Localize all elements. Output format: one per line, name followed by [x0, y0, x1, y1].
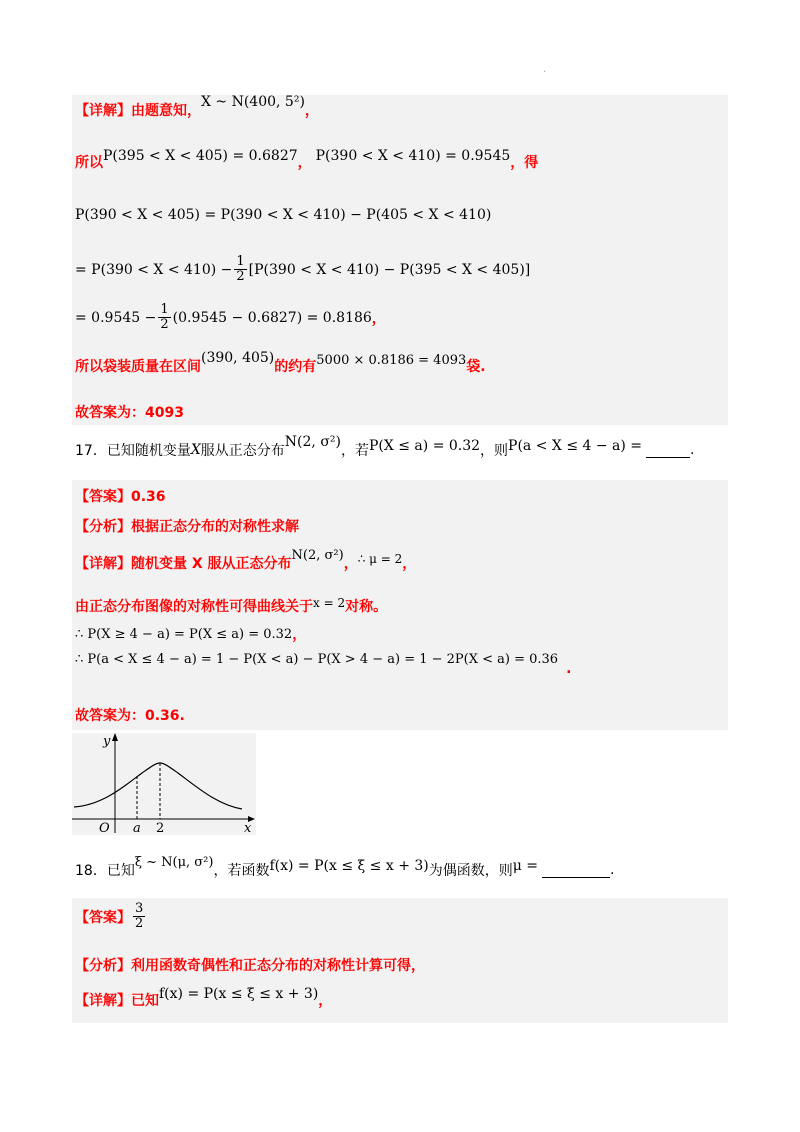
- analysis-label: 【分析】根据正态分布的对称性求解: [75, 519, 299, 535]
- asked-formula: μ =: [512, 858, 539, 874]
- fraction-numerator: 1: [236, 254, 245, 269]
- comma: ，: [402, 556, 417, 572]
- equation-line-17a: [75, 624, 306, 644]
- detail-label: 【详解】随机变量 X 服从正态分布: [75, 556, 292, 572]
- y-axis-arrow-icon: [112, 733, 118, 741]
- distribution-formula: N(2, σ²): [284, 434, 341, 450]
- function-formula: f(x) = P(x ≤ ξ ≤ x + 3): [159, 986, 319, 1002]
- distribution-formula: N(2, σ²): [291, 547, 344, 563]
- detail-line-18: [75, 986, 333, 1010]
- answer-blank[interactable]: [646, 443, 690, 458]
- fraction-denominator: 2: [236, 269, 245, 284]
- analysis-line-18: [75, 955, 425, 975]
- question-text: ，若函数: [213, 863, 270, 879]
- detail-line-16: [75, 94, 319, 120]
- symmetry-label: 由正态分布图像的对称性可得曲线关于: [75, 599, 313, 615]
- equation-line-17b: [75, 651, 572, 677]
- equation-line-2: [75, 255, 530, 284]
- fraction-numerator: 1: [160, 302, 169, 317]
- a-label: a: [133, 821, 141, 835]
- question-text: ，若: [340, 443, 369, 459]
- asked-formula: P(a < X ≤ 4 − a) =: [508, 438, 643, 454]
- equation-3-suffix: (0.9545 − 0.6827) = 0.8186: [172, 309, 372, 326]
- normal-curve: [74, 763, 242, 809]
- variable-x: X: [190, 442, 201, 458]
- answer-line-18: [75, 902, 147, 931]
- normal-curve-svg: [72, 733, 256, 835]
- fraction-half: [234, 255, 246, 284]
- question-text: 17．已知随机变量: [75, 443, 191, 459]
- normal-curve-graph: [72, 733, 256, 835]
- interval-formula: (390, 405): [201, 350, 275, 366]
- distribution-formula: ξ ~ N(μ, σ²): [134, 854, 214, 870]
- question-18: [75, 854, 615, 880]
- answer-label: 【答案】0.36: [75, 489, 166, 505]
- comma: ，: [292, 627, 307, 643]
- equation-2-prefix: = P(390 < X < 410) −: [75, 261, 233, 278]
- y-label: y: [103, 734, 111, 749]
- two-label: 2: [156, 821, 165, 835]
- equation-line-1: [75, 207, 491, 223]
- bag-unit: 袋.: [466, 359, 486, 375]
- period: .: [566, 661, 572, 677]
- equation-line-3: [75, 303, 386, 332]
- period: .: [690, 442, 695, 458]
- symmetry-line: [75, 596, 387, 616]
- final-answer: 故答案为：0.36.: [75, 708, 185, 724]
- question-text: 18．已知: [75, 863, 135, 879]
- analysis-line-17: [75, 516, 299, 536]
- prob-formula-2: P(390 < X < 410) = 0.9545: [315, 148, 511, 164]
- answer-line-16: [75, 402, 184, 422]
- comma: ，: [304, 103, 319, 119]
- question-text: ，则: [480, 443, 509, 459]
- answer-line-17-final: [75, 705, 185, 725]
- question-text: 服从正态分布: [200, 443, 285, 459]
- question-text: 为偶函数，则: [428, 863, 513, 879]
- comma: ，: [297, 155, 312, 171]
- calc-formula: 5000 × 0.8186 = 4093: [316, 352, 467, 368]
- page-mark: .: [543, 64, 547, 75]
- final-answer: 故答案为：4093: [75, 405, 184, 421]
- answer-label: 【答案】: [75, 909, 131, 926]
- axis-formula: x = 2: [313, 596, 346, 610]
- detail-label: 【详解】已知: [75, 993, 159, 1009]
- interval-label: 所以袋装质量在区间: [75, 359, 201, 375]
- question-17: [75, 434, 695, 460]
- fraction-numerator: 3: [135, 901, 144, 916]
- fraction-denominator: 2: [135, 916, 144, 931]
- comma: ，: [343, 556, 358, 572]
- equation-2-suffix: [P(390 < X < 410) − P(395 < X < 405)]: [248, 261, 531, 278]
- origin-label: O: [99, 821, 110, 835]
- fraction-half: [158, 303, 170, 332]
- function-formula: f(x) = P(x ≤ ξ ≤ x + 3): [269, 858, 429, 874]
- fraction-denominator: 2: [160, 317, 169, 332]
- prob-formula-1: P(395 < X < 405) = 0.6827: [103, 148, 298, 164]
- x-label: x: [244, 821, 252, 835]
- de-label: ，得: [510, 155, 539, 171]
- so-line: [75, 148, 539, 172]
- comma: ，: [371, 310, 386, 327]
- answer-fraction: [133, 902, 145, 931]
- mu-formula: ∴ μ = 2: [357, 552, 403, 566]
- distribution-formula: X ~ N(400, 5²): [201, 94, 305, 110]
- answer-line-17: [75, 486, 166, 506]
- condition-formula: P(X ≤ a) = 0.32: [368, 438, 481, 454]
- analysis-label: 【分析】利用函数奇偶性和正态分布的对称性计算可得，: [75, 958, 425, 974]
- so-label: 所以: [75, 155, 103, 171]
- equation-1: P(390 < X < 405) = P(390 < X < 410) − P(405 < X < 410): [75, 207, 492, 223]
- detail-line-17: [75, 547, 417, 573]
- symmetry-end: 对称。: [345, 599, 388, 615]
- equation-17a: ∴ P(X ≥ 4 − a) = P(X ≤ a) = 0.32: [75, 626, 293, 642]
- equation-17b: ∴ P(a < X ≤ 4 − a) = 1 − P(X < a) − P(X > 4 − a) = 1 − 2P(X < a) = 0.36: [75, 651, 559, 667]
- about-label: 的约有: [274, 359, 317, 375]
- answer-blank[interactable]: [542, 863, 610, 878]
- equation-3-prefix: = 0.9545 −: [75, 309, 157, 326]
- comma: ，: [318, 993, 333, 1009]
- detail-label: 【详解】由题意知，: [75, 103, 201, 119]
- period: .: [610, 862, 615, 878]
- bag-count-line: [75, 350, 486, 376]
